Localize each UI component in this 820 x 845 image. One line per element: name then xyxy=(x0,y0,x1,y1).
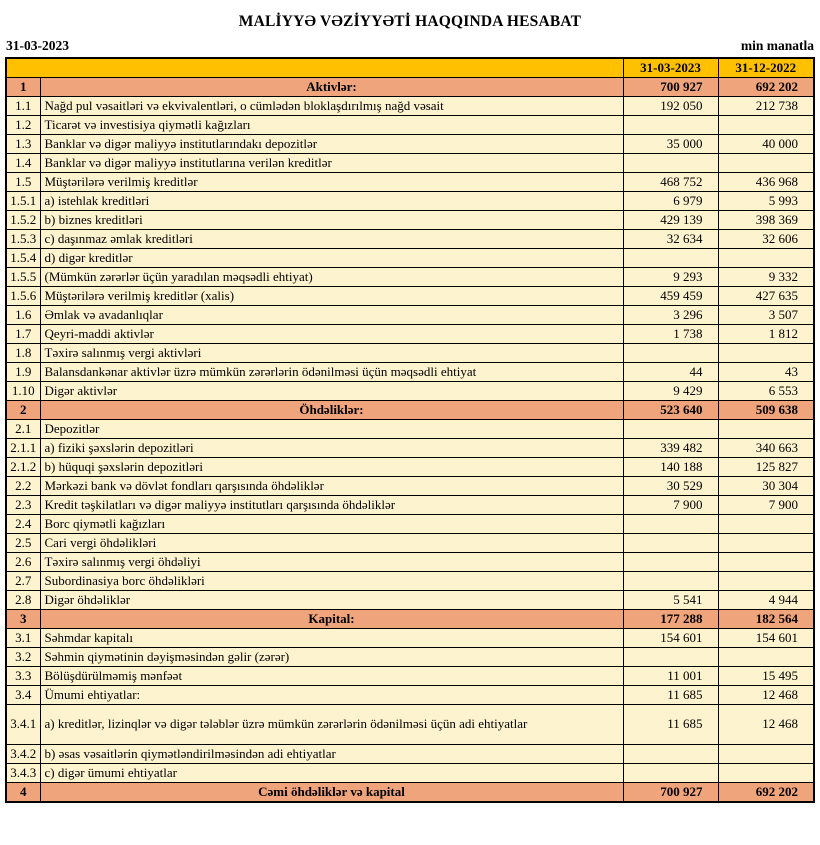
row-number-cell: 3.3 xyxy=(6,667,40,686)
value-previous-cell: 32 606 xyxy=(718,230,814,249)
value-previous-cell: 340 663 xyxy=(718,439,814,458)
value-current-cell: 700 927 xyxy=(623,78,718,97)
row-number-cell: 1.4 xyxy=(6,154,40,173)
row-number-cell: 1 xyxy=(6,78,40,97)
row-number-cell: 2.2 xyxy=(6,477,40,496)
row-label-cell: Təxirə salınmış vergi öhdəliyi xyxy=(40,553,623,572)
table-row xyxy=(6,458,814,477)
table-row xyxy=(6,477,814,496)
row-number-cell: 1.6 xyxy=(6,306,40,325)
value-current-cell xyxy=(623,116,718,135)
row-number-cell: 3.4.1 xyxy=(6,705,40,745)
row-number-cell: 3.2 xyxy=(6,648,40,667)
value-previous-cell: 398 369 xyxy=(718,211,814,230)
value-current-cell xyxy=(623,572,718,591)
row-label-cell: b) biznes kreditləri xyxy=(40,211,623,230)
section-row xyxy=(6,610,814,629)
value-current-cell: 30 529 xyxy=(623,477,718,496)
row-number-cell: 2.6 xyxy=(6,553,40,572)
section-row xyxy=(6,78,814,97)
row-label-cell: c) daşınmaz əmlak kreditləri xyxy=(40,230,623,249)
table-row xyxy=(6,382,814,401)
row-number-cell: 1.10 xyxy=(6,382,40,401)
table-row xyxy=(6,154,814,173)
section-row xyxy=(6,783,814,803)
row-number-cell: 1.2 xyxy=(6,116,40,135)
value-previous-cell xyxy=(718,344,814,363)
table-row xyxy=(6,287,814,306)
row-number-cell: 2.3 xyxy=(6,496,40,515)
table-row xyxy=(6,306,814,325)
unit-label: min manatla xyxy=(740,38,814,53)
value-current-cell: 3 296 xyxy=(623,306,718,325)
value-current-cell: 9 293 xyxy=(623,268,718,287)
value-previous-cell xyxy=(718,534,814,553)
row-number-cell: 2.5 xyxy=(6,534,40,553)
table-row xyxy=(6,97,814,116)
table-row xyxy=(6,629,814,648)
row-label-cell: Cəmi öhdəliklər və kapital xyxy=(40,783,623,803)
value-previous-cell: 30 304 xyxy=(718,477,814,496)
row-label-cell: Səhmdar kapitalı xyxy=(40,629,623,648)
value-previous-cell: 436 968 xyxy=(718,173,814,192)
value-current-cell: 468 752 xyxy=(623,173,718,192)
row-number-cell: 3.4.2 xyxy=(6,745,40,764)
value-previous-cell: 7 900 xyxy=(718,496,814,515)
row-number-cell: 1.5.6 xyxy=(6,287,40,306)
value-previous-cell: 1 812 xyxy=(718,325,814,344)
row-number-cell: 1.5 xyxy=(6,173,40,192)
row-label-cell: Ticarət və investisiya qiymətli kağızları xyxy=(40,116,623,135)
row-number-cell: 1.8 xyxy=(6,344,40,363)
table-row xyxy=(6,591,814,610)
value-previous-cell xyxy=(718,764,814,783)
row-number-cell: 2.1.1 xyxy=(6,439,40,458)
row-label-cell: a) fiziki şəxslərin depozitləri xyxy=(40,439,623,458)
row-label-cell: Öhdəliklər: xyxy=(40,401,623,420)
table-row xyxy=(6,667,814,686)
table-row xyxy=(6,344,814,363)
value-current-cell: 429 139 xyxy=(623,211,718,230)
table-body xyxy=(6,78,814,803)
row-label-cell: Əmlak və avadanlıqlar xyxy=(40,306,623,325)
row-label-cell: Balansdankənar aktivlər üzrə mümkün zərərlərin ödənilməsi üçün məqsədli ehtiyat xyxy=(40,363,623,382)
table-row xyxy=(6,515,814,534)
row-label-cell: a) kreditlər, lizinqlər və digər tələblər üzrə mümkün zərərlərin ödənilməsi üçün adi ehtiyatlar xyxy=(40,705,623,745)
table-row xyxy=(6,363,814,382)
table-row xyxy=(6,211,814,230)
row-number-cell: 3.1 xyxy=(6,629,40,648)
value-previous-cell: 427 635 xyxy=(718,287,814,306)
value-previous-cell xyxy=(718,154,814,173)
value-previous-cell: 182 564 xyxy=(718,610,814,629)
table-row xyxy=(6,553,814,572)
row-label-cell: Müştərilərə verilmiş kreditlər xyxy=(40,173,623,192)
table-row xyxy=(6,496,814,515)
meta-row xyxy=(6,38,814,54)
row-number-cell: 1.7 xyxy=(6,325,40,344)
table-row xyxy=(6,249,814,268)
value-current-cell xyxy=(623,515,718,534)
row-label-cell: b) əsas vəsaitlərin qiymətləndirilməsindən adi ehtiyatlar xyxy=(40,745,623,764)
row-label-cell: (Mümkün zərərlər üçün yaradılan məqsədli ehtiyat) xyxy=(40,268,623,287)
row-number-cell: 1.5.4 xyxy=(6,249,40,268)
value-previous-cell xyxy=(718,249,814,268)
table-header-row xyxy=(6,58,814,78)
row-label-cell: Səhmin qiymətinin dəyişməsindən gəlir (zərər) xyxy=(40,648,623,667)
row-label-cell: Digər aktivlər xyxy=(40,382,623,401)
value-current-cell: 9 429 xyxy=(623,382,718,401)
row-number-cell: 3.4.3 xyxy=(6,764,40,783)
value-previous-cell xyxy=(718,420,814,439)
value-current-cell: 459 459 xyxy=(623,287,718,306)
page-title: MALİYYƏ VƏZİYYƏTİ HAQQINDA HESABAT xyxy=(238,13,582,30)
value-previous-cell: 692 202 xyxy=(718,78,814,97)
row-number-cell: 1.5.1 xyxy=(6,192,40,211)
value-current-cell: 177 288 xyxy=(623,610,718,629)
row-label-cell: d) digər kreditlər xyxy=(40,249,623,268)
table-row xyxy=(6,116,814,135)
row-label-cell: Təxirə salınmış vergi aktivləri xyxy=(40,344,623,363)
value-current-cell: 11 685 xyxy=(623,686,718,705)
row-label-cell: Borc qiymətli kağızları xyxy=(40,515,623,534)
table-row xyxy=(6,173,814,192)
table-row xyxy=(6,420,814,439)
table-row xyxy=(6,439,814,458)
row-label-cell: Nağd pul vəsaitləri və ekvivalentləri, o cümlədən bloklaşdırılmış nağd vəsait xyxy=(40,97,623,116)
document-header xyxy=(0,13,820,54)
table-row xyxy=(6,648,814,667)
table-row xyxy=(6,325,814,344)
header-col-current-date: 31-03-2023 xyxy=(623,58,718,78)
value-previous-cell: 43 xyxy=(718,363,814,382)
value-previous-cell: 212 738 xyxy=(718,97,814,116)
row-label-cell: Ümumi ehtiyatlar: xyxy=(40,686,623,705)
row-number-cell: 4 xyxy=(6,783,40,803)
value-current-cell xyxy=(623,534,718,553)
value-previous-cell: 692 202 xyxy=(718,783,814,803)
row-label-cell: Müştərilərə verilmiş kreditlər (xalis) xyxy=(40,287,623,306)
value-current-cell: 700 927 xyxy=(623,783,718,803)
value-previous-cell: 40 000 xyxy=(718,135,814,154)
row-number-cell: 1.1 xyxy=(6,97,40,116)
value-current-cell: 44 xyxy=(623,363,718,382)
value-current-cell: 523 640 xyxy=(623,401,718,420)
row-label-cell: Depozitlər xyxy=(40,420,623,439)
header-empty-cell xyxy=(6,58,623,78)
value-current-cell: 35 000 xyxy=(623,135,718,154)
value-previous-cell: 12 468 xyxy=(718,705,814,745)
value-current-cell xyxy=(623,420,718,439)
table-row xyxy=(6,135,814,154)
row-label-cell: Qeyri-maddi aktivlər xyxy=(40,325,623,344)
row-number-cell: 2.4 xyxy=(6,515,40,534)
value-previous-cell: 6 553 xyxy=(718,382,814,401)
value-previous-cell xyxy=(718,648,814,667)
value-current-cell: 7 900 xyxy=(623,496,718,515)
table-row xyxy=(6,705,814,745)
row-label-cell: Kapital: xyxy=(40,610,623,629)
row-label-cell: Mərkəzi bank və dövlət fondları qarşısında öhdəliklər xyxy=(40,477,623,496)
value-current-cell xyxy=(623,344,718,363)
row-number-cell: 1.5.5 xyxy=(6,268,40,287)
row-number-cell: 3 xyxy=(6,610,40,629)
row-number-cell: 2.1 xyxy=(6,420,40,439)
table-row xyxy=(6,192,814,211)
row-label-cell: Cari vergi öhdəlikləri xyxy=(40,534,623,553)
table-row xyxy=(6,745,814,764)
table-row xyxy=(6,268,814,287)
row-number-cell: 2.7 xyxy=(6,572,40,591)
report-date: 31-03-2023 xyxy=(6,38,69,53)
value-previous-cell: 9 332 xyxy=(718,268,814,287)
row-number-cell: 1.3 xyxy=(6,135,40,154)
value-previous-cell: 509 638 xyxy=(718,401,814,420)
table-row xyxy=(6,572,814,591)
value-current-cell: 154 601 xyxy=(623,629,718,648)
value-previous-cell: 5 993 xyxy=(718,192,814,211)
value-current-cell: 5 541 xyxy=(623,591,718,610)
row-label-cell: Aktivlər: xyxy=(40,78,623,97)
value-previous-cell: 3 507 xyxy=(718,306,814,325)
value-previous-cell: 4 944 xyxy=(718,591,814,610)
table-row xyxy=(6,686,814,705)
row-number-cell: 1.5.2 xyxy=(6,211,40,230)
row-number-cell: 1.5.3 xyxy=(6,230,40,249)
row-label-cell: Kredit təşkilatları və digər maliyyə institutları qarşısında öhdəliklər xyxy=(40,496,623,515)
value-previous-cell: 125 827 xyxy=(718,458,814,477)
value-current-cell: 1 738 xyxy=(623,325,718,344)
value-current-cell: 192 050 xyxy=(623,97,718,116)
value-previous-cell xyxy=(718,745,814,764)
value-previous-cell xyxy=(718,553,814,572)
row-number-cell: 3.4 xyxy=(6,686,40,705)
value-previous-cell xyxy=(718,116,814,135)
value-current-cell: 6 979 xyxy=(623,192,718,211)
row-label-cell: Digər öhdəliklər xyxy=(40,591,623,610)
value-previous-cell xyxy=(718,515,814,534)
value-current-cell xyxy=(623,154,718,173)
value-current-cell xyxy=(623,249,718,268)
value-current-cell xyxy=(623,553,718,572)
value-current-cell xyxy=(623,764,718,783)
row-number-cell: 2.1.2 xyxy=(6,458,40,477)
header-col-previous-date: 31-12-2022 xyxy=(718,58,814,78)
section-row xyxy=(6,401,814,420)
row-label-cell: Banklar və digər maliyyə institutlarındakı depozitlər xyxy=(40,135,623,154)
value-previous-cell: 154 601 xyxy=(718,629,814,648)
table-row xyxy=(6,534,814,553)
value-previous-cell: 15 495 xyxy=(718,667,814,686)
value-current-cell: 11 001 xyxy=(623,667,718,686)
value-current-cell: 339 482 xyxy=(623,439,718,458)
row-label-cell: Bölüşdürülməmiş mənfəət xyxy=(40,667,623,686)
row-label-cell: a) istehlak kreditləri xyxy=(40,192,623,211)
row-label-cell: Banklar və digər maliyyə institutlarına verilən kreditlər xyxy=(40,154,623,173)
value-current-cell xyxy=(623,648,718,667)
value-current-cell: 11 685 xyxy=(623,705,718,745)
value-current-cell: 32 634 xyxy=(623,230,718,249)
table-row xyxy=(6,230,814,249)
row-number-cell: 1.9 xyxy=(6,363,40,382)
row-label-cell: Subordinasiya borc öhdəlikləri xyxy=(40,572,623,591)
row-number-cell: 2 xyxy=(6,401,40,420)
financial-position-table xyxy=(5,57,815,803)
table-row xyxy=(6,764,814,783)
row-label-cell: b) hüquqi şəxslərin depozitləri xyxy=(40,458,623,477)
row-label-cell: c) digər ümumi ehtiyatlar xyxy=(40,764,623,783)
row-number-cell: 2.8 xyxy=(6,591,40,610)
value-current-cell: 140 188 xyxy=(623,458,718,477)
value-previous-cell: 12 468 xyxy=(718,686,814,705)
value-current-cell xyxy=(623,745,718,764)
value-previous-cell xyxy=(718,572,814,591)
